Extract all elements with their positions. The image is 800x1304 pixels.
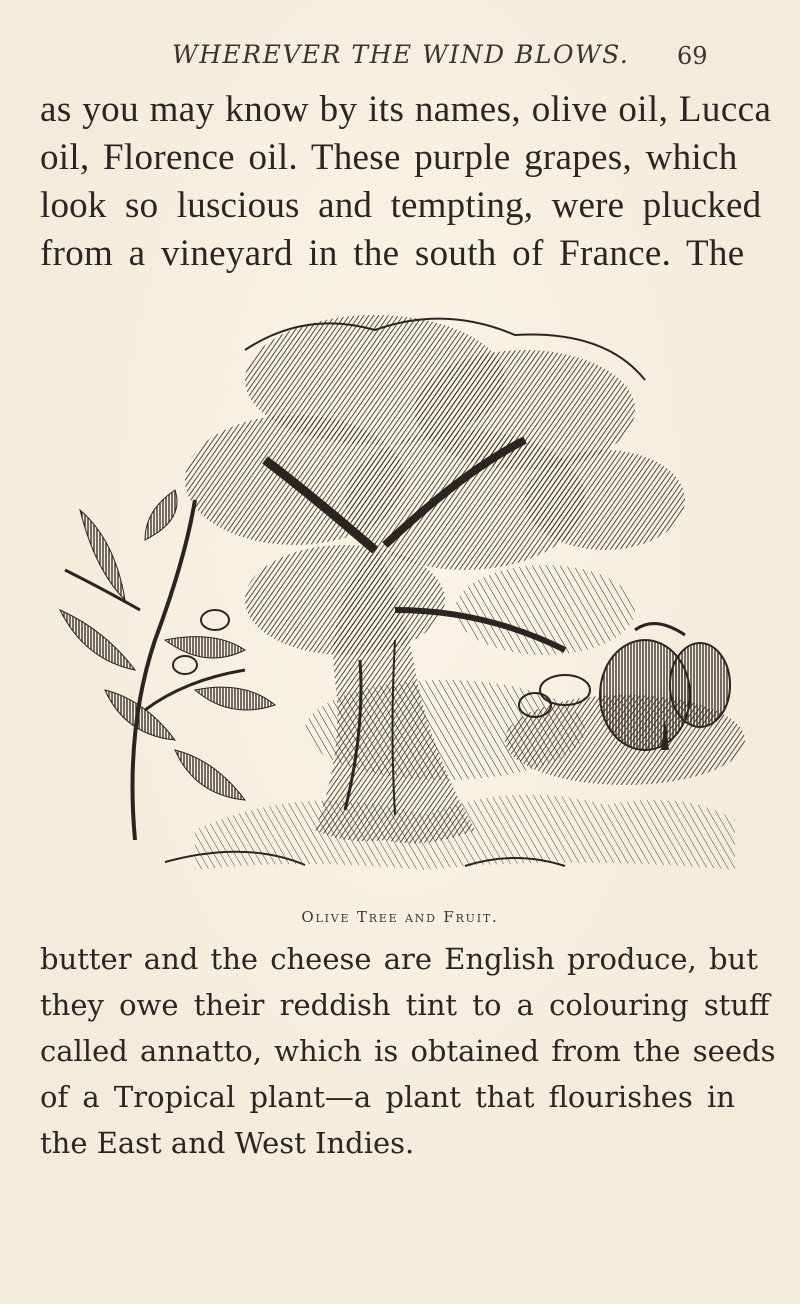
running-head: WHEREVER THE WIND BLOWS. — [172, 40, 630, 69]
text-line: of a Tropical plant—a plant that flourishes in — [40, 1080, 735, 1114]
paragraph-top — [40, 86, 772, 278]
paragraph-bottom — [40, 936, 776, 1166]
olive-tree-engraving — [45, 310, 755, 890]
text-line: they owe their reddish tint to a colouring stuff — [40, 988, 770, 1022]
text-line: look so luscious and tempting, were plucked — [40, 185, 762, 226]
text-line: oil, Florence oil. These purple grapes, which — [40, 137, 738, 178]
text-line: butter and the cheese are English produce, but — [40, 942, 758, 976]
figure-caption: Olive Tree and Fruit. — [301, 908, 499, 926]
text-line: the East and West Indies. — [40, 1126, 415, 1160]
page-number: 69 — [677, 42, 708, 70]
olive-branch — [60, 490, 275, 840]
text-line: as you may know by its names, olive oil, Lucca — [40, 89, 772, 130]
text-line: called annatto, which is obtained from the seeds — [40, 1034, 776, 1068]
text-line: from a vineyard in the south of France. The — [40, 233, 745, 274]
